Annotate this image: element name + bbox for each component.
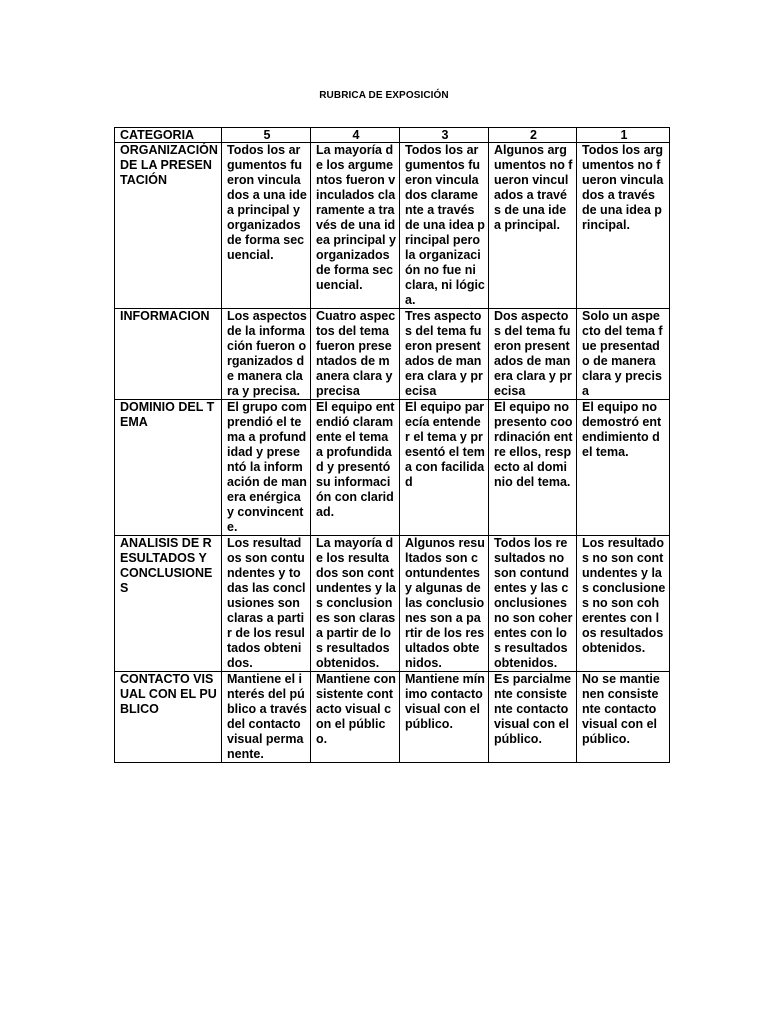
table-cell: Los resultados no son contundentes y las conclusiones no son coherentes con los resultados obtenidos. (577, 536, 670, 672)
header-score-2: 2 (489, 128, 577, 143)
table-cell: Los aspectos de la información fueron organizados de manera clara y precisa. (222, 309, 311, 400)
table-row (115, 400, 670, 536)
table-cell: Cuatro aspectos del tema fueron presentados de manera clara y precisa (311, 309, 400, 400)
table-cell: Tres aspectos del tema fueron presentados de manera clara y precisa (400, 309, 489, 400)
table-cell: Dos aspectos del tema fueron presentados de manera clara y precisa (489, 309, 577, 400)
row-category: INFORMACION (115, 309, 222, 400)
header-score-4: 4 (311, 128, 400, 143)
table-cell: Algunos argumentos no fueron vinculados a través de una idea principal. (489, 143, 577, 309)
row-category: DOMINIO DEL TEMA (115, 400, 222, 536)
table-cell: El equipo parecía entender el tema y presentó el tema con facilidad (400, 400, 489, 536)
table-cell: Mantiene el interés del público a través del contacto visual permanente. (222, 672, 311, 763)
header-score-1: 1 (577, 128, 670, 143)
table-cell: El equipo no demostró entendimiento del tema. (577, 400, 670, 536)
rubric-table (114, 127, 670, 763)
table-cell: Mantiene consistente contacto visual con el público. (311, 672, 400, 763)
table-row (115, 672, 670, 763)
table-cell: Es parcialmente consistente contacto visual con el público. (489, 672, 577, 763)
table-cell: Todos los resultados no son contundentes y las conclusiones no son coherentes con los resultados obtenidos. (489, 536, 577, 672)
table-row (115, 536, 670, 672)
page-title: RUBRICA DE EXPOSICIÓN (319, 90, 449, 101)
header-score-5: 5 (222, 128, 311, 143)
table-cell: Todos los argumentos no fueron vinculados a través de una idea principal. (577, 143, 670, 309)
table-cell: La mayoría de los resultados son contundentes y las conclusiones son claras a partir de los resultados obtenidos. (311, 536, 400, 672)
table-cell: Los resultados son contundentes y todas las conclusiones son claras a partir de los resultados obtenidos. (222, 536, 311, 672)
table-row (115, 143, 670, 309)
header-row (115, 128, 670, 143)
table-cell: El equipo no presento coordinación entre ellos, respecto al dominio del tema. (489, 400, 577, 536)
table-cell: Todos los argumentos fueron vinculados a una idea principal y organizados de forma secuencial. (222, 143, 311, 309)
row-category: CONTACTO VISUAL CON EL PUBLICO (115, 672, 222, 763)
header-category: CATEGORIA (115, 128, 222, 143)
table-cell: Algunos resultados son contundentes y algunas de las conclusiones son a partir de los resultados obtenidos. (400, 536, 489, 672)
row-category: ANALISIS DE RESULTADOS Y CONCLUSIONES (115, 536, 222, 672)
table-cell: Todos los argumentos fueron vinculados claramente a través de una idea principal pero la organización no fue ni clara, ni lógica. (400, 143, 489, 309)
table-row (115, 309, 670, 400)
row-category: ORGANIZACIÓN DE LA PRESENTACIÓN (115, 143, 222, 309)
table-cell: El grupo comprendió el tema a profundidad y presentó la información de manera enérgica y convincente. (222, 400, 311, 536)
table-cell: El equipo entendió claramente el tema a profundidad y presentó su información con claridad. (311, 400, 400, 536)
table-cell: Mantiene mínimo contacto visual con el público. (400, 672, 489, 763)
table-cell: Solo un aspecto del tema fue presentado de manera clara y precisa (577, 309, 670, 400)
table-cell: No se mantienen consistente contacto visual con el público. (577, 672, 670, 763)
header-score-3: 3 (400, 128, 489, 143)
table-cell: La mayoría de los argumentos fueron vinculados claramente a través de una idea principal y organizados de forma secuencial. (311, 143, 400, 309)
